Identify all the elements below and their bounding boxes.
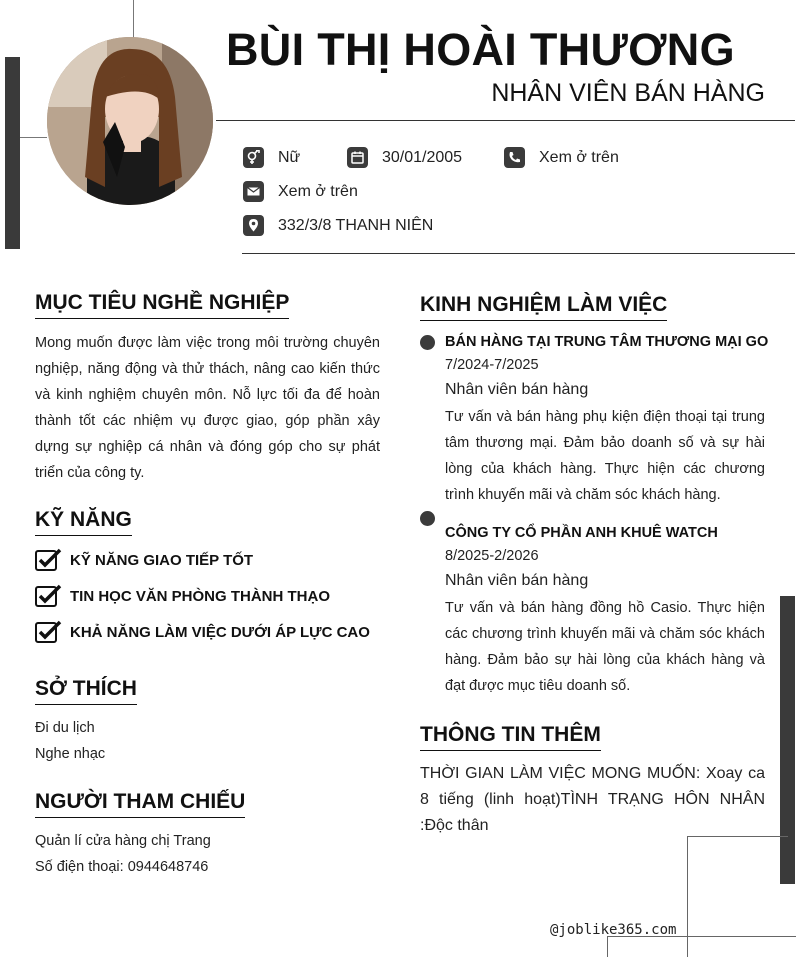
skill-label: KỸ NĂNG GIAO TIẾP TỐT [70,551,254,569]
timeline-dot [420,335,435,350]
birthday-info [347,147,462,168]
checkbox-check-icon [35,548,62,572]
checkbox-check-icon [35,584,62,608]
gender-icon [243,147,264,168]
experience-description: Tư vấn và bán hàng phụ kiện điện thoại tại trung tâm thương mại. Đảm bảo doanh số và sự hài lòng của khách hàng. Thực hiện các chương trình khuyến mãi và chăm sóc khách hàng. [445,409,765,503]
gender-value: Nữ [278,148,301,166]
reference-item: Quản lí cửa hàng chị Trang [35,833,211,849]
checkbox-check-icon [35,620,62,644]
experience-date: 8/2025-2/2026 [445,548,539,564]
email-info [243,181,358,202]
address-info [243,215,433,236]
divider [216,120,795,121]
section-title-hobbies: SỞ THÍCH [35,677,137,705]
email-value: Xem ở trên [278,182,358,200]
experience-role: Nhân viên bán hàng [445,572,589,589]
section-title-experience: KINH NGHIỆM LÀM VIỆC [420,293,667,321]
phone-value: Xem ở trên [539,148,619,166]
address-value: 332/3/8 THANH NIÊN [278,216,434,234]
experience-company: BÁN HÀNG TẠI TRUNG TÂM THƯƠNG MẠI GO [445,334,769,350]
skill-label: TIN HỌC VĂN PHÒNG THÀNH THẠO [70,587,330,605]
hobby-item: Đi du lịch [35,720,95,736]
job-title: NHÂN VIÊN BÁN HÀNG [491,79,765,107]
additional-info-text: THỜI GIAN LÀM VIỆC MONG MUỐN: Xoay ca 8 tiếng (linh hoạt)TÌNH TRẠNG HÔN NHÂN :Độc thân [420,765,765,834]
skill-label: KHẢ NĂNG LÀM VIỆC DƯỚI ÁP LỰC CAO [70,623,370,641]
experience-role: Nhân viên bán hàng [445,381,589,398]
skill-item [35,620,370,644]
decorative-line [133,0,134,40]
phone-icon [504,147,525,168]
calendar-icon [347,147,368,168]
divider [242,253,795,254]
experience-date: 7/2024-7/2025 [445,357,539,373]
email-icon [243,181,264,202]
hobby-item: Nghe nhạc [35,746,106,762]
birthday-value: 30/01/2005 [382,148,463,166]
experience-company: CÔNG TY CỔ PHẦN ANH KHUÊ WATCH [445,525,718,541]
section-title-additional-info: THÔNG TIN THÊM [420,723,601,751]
location-pin-icon [243,215,264,236]
section-title-objective: MỤC TIÊU NGHỀ NGHIỆP [35,291,289,319]
decorative-frame [607,936,796,957]
section-title-skills: KỸ NĂNG [35,508,132,536]
gender-info [243,147,300,168]
watermark: @joblike365.com [550,922,677,938]
experience-description: Tư vấn và bán hàng đồng hồ Casio. Thực hiện các chương trình khuyến mãi và chăm sóc khách hàng. Đảm bảo sự hài lòng của khách hàng và đạt được mục tiêu doanh số. [445,600,765,694]
timeline-dot [420,511,435,526]
avatar [47,37,213,205]
objective-text: Mong muốn được làm việc trong môi trường chuyên nghiệp, năng động và thử thách, nâng cao kiến thức và kinh nghiệm chuyên môn. Nỗ lực tối đa để hoàn thành tốt các nhiệm vụ được giao, góp phần xây dựng sự nghiệp cá nhân và đóng góp cho sự phát triển của công ty. [35,335,380,481]
reference-item: Số điện thoại: 0944648746 [35,859,209,875]
phone-info [504,147,619,168]
decorative-line [20,137,47,138]
decorative-bar-left [5,57,20,249]
skill-item [35,584,330,608]
candidate-name: BÙI THỊ HOÀI THƯƠNG [226,24,735,75]
skill-item [35,548,253,572]
section-title-references: NGƯỜI THAM CHIẾU [35,790,245,818]
